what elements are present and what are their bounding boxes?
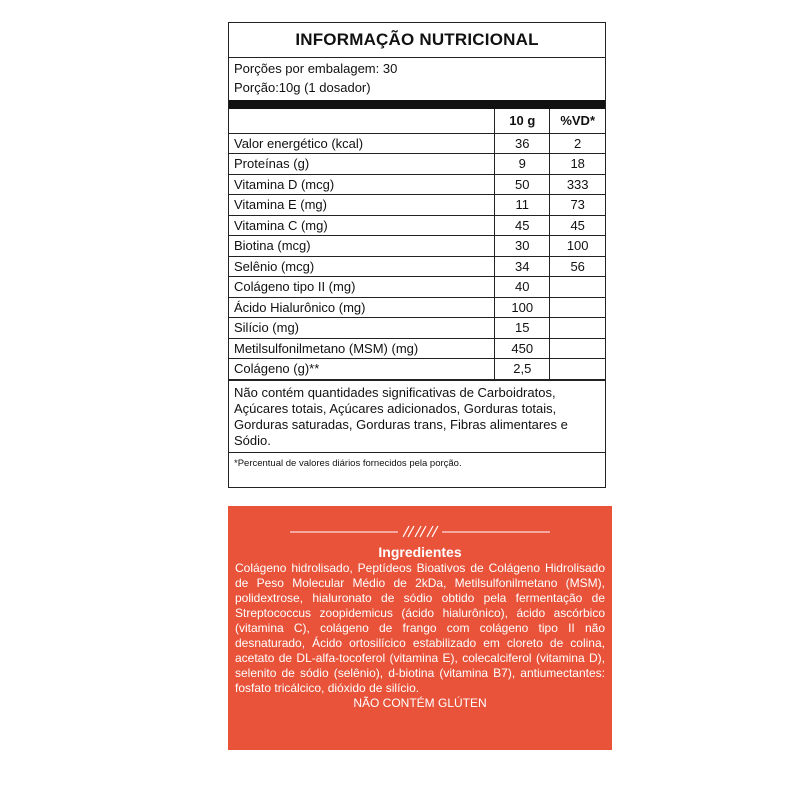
nutrient-vd: 333 — [550, 174, 605, 195]
nutrient-name: Vitamina C (mg) — [229, 215, 495, 236]
thick-divider — [229, 100, 605, 109]
portion-size: Porção:10g (1 dosador) — [234, 80, 371, 95]
nutrient-amount: 34 — [495, 256, 550, 277]
table-row — [229, 133, 605, 154]
nutrient-name: Biotina (mcg) — [229, 236, 495, 257]
nutrient-vd — [550, 277, 605, 298]
nutrient-name: Colágeno tipo II (mg) — [229, 277, 495, 298]
ingredients-title: Ingredientes — [378, 544, 462, 560]
table-header-row — [229, 109, 605, 133]
nutrient-vd: 73 — [550, 195, 605, 216]
nutrient-name: Ácido Hialurônico (mg) — [229, 297, 495, 318]
nutrient-vd: 56 — [550, 256, 605, 277]
ingredients-text: Colágeno hidrolisado, Peptídeos Bioativos de Colágeno Hidrolisado de Peso Molecular Médio de 2kDa, Metilsulfonilmetano (MSM), polidextrose, hialuronato de sódio obtido pela fermentação de Streptococcus zoopidemicus (ácido hialurônico), ácido ascórbico (vitamina C), colágeno de frango com colágeno tipo II não desnaturado, Ácido ortosilícico estabilizado em cloreto de colina, acetato de DL-alfa-tocoferol (vitamina E), colecalciferol (vitamina D), selenito de sódio (selênio), d-biotina (vitamina B7), antiumectantes: fosfato tricálcico, dióxido de silício. — [235, 561, 605, 695]
table-row — [229, 215, 605, 236]
gluten-free-notice: NÃO CONTÉM GLÚTEN — [353, 696, 487, 710]
table-row — [229, 359, 605, 380]
nutrient-vd: 18 — [550, 154, 605, 175]
nutrient-vd: 2 — [550, 133, 605, 154]
nutrient-vd — [550, 297, 605, 318]
header-name — [229, 109, 495, 133]
nutrient-amount: 450 — [495, 338, 550, 359]
nutrient-amount: 2,5 — [495, 359, 550, 380]
ingredients-panel — [228, 506, 612, 750]
servings-per-package: Porções por embalagem: 30 — [234, 61, 398, 76]
daily-value-footnote: *Percentual de valores diários fornecidos pela porção. — [229, 452, 605, 474]
nutrient-name: Colágeno (g)** — [229, 359, 495, 380]
nutrient-name: Proteínas (g) — [229, 154, 495, 175]
table-row — [229, 174, 605, 195]
nutrient-name: Metilsulfonilmetano (MSM) (mg) — [229, 338, 495, 359]
table-row — [229, 318, 605, 339]
nutrient-vd: 100 — [550, 236, 605, 257]
nutrition-facts-label — [228, 22, 606, 488]
nutrition-table — [229, 109, 605, 380]
label-title: INFORMAÇÃO NUTRICIONAL — [295, 30, 539, 49]
table-row — [229, 236, 605, 257]
nutrient-vd: 45 — [550, 215, 605, 236]
nutrient-name: Silício (mg) — [229, 318, 495, 339]
table-row — [229, 195, 605, 216]
table-row — [229, 154, 605, 175]
nutrient-amount: 45 — [495, 215, 550, 236]
header-vd: %VD* — [550, 109, 605, 133]
table-row — [229, 256, 605, 277]
nutrient-amount: 36 — [495, 133, 550, 154]
table-row — [229, 277, 605, 298]
table-row — [229, 297, 605, 318]
nutrient-vd — [550, 338, 605, 359]
nutrient-amount: 100 — [495, 297, 550, 318]
nutrient-amount: 9 — [495, 154, 550, 175]
nutrient-name: Selênio (mcg) — [229, 256, 495, 277]
nutrient-amount: 50 — [495, 174, 550, 195]
nutrient-amount: 11 — [495, 195, 550, 216]
decorative-divider — [290, 524, 550, 538]
nutrient-amount: 40 — [495, 277, 550, 298]
nutrient-name: Vitamina E (mg) — [229, 195, 495, 216]
nutrient-name: Valor energético (kcal) — [229, 133, 495, 154]
nutrient-amount: 30 — [495, 236, 550, 257]
nutrient-vd — [550, 318, 605, 339]
table-row — [229, 338, 605, 359]
nutrient-amount: 15 — [495, 318, 550, 339]
nutrient-vd — [550, 359, 605, 380]
nutrient-name: Vitamina D (mcg) — [229, 174, 495, 195]
header-amount: 10 g — [495, 109, 550, 133]
not-significant-note: Não contém quantidades significativas de Carboidratos, Açúcares totais, Açúcares adicionados, Gorduras totais, Gorduras saturadas, Gorduras trans, Fibras alimentares e Sódio. — [229, 380, 605, 452]
